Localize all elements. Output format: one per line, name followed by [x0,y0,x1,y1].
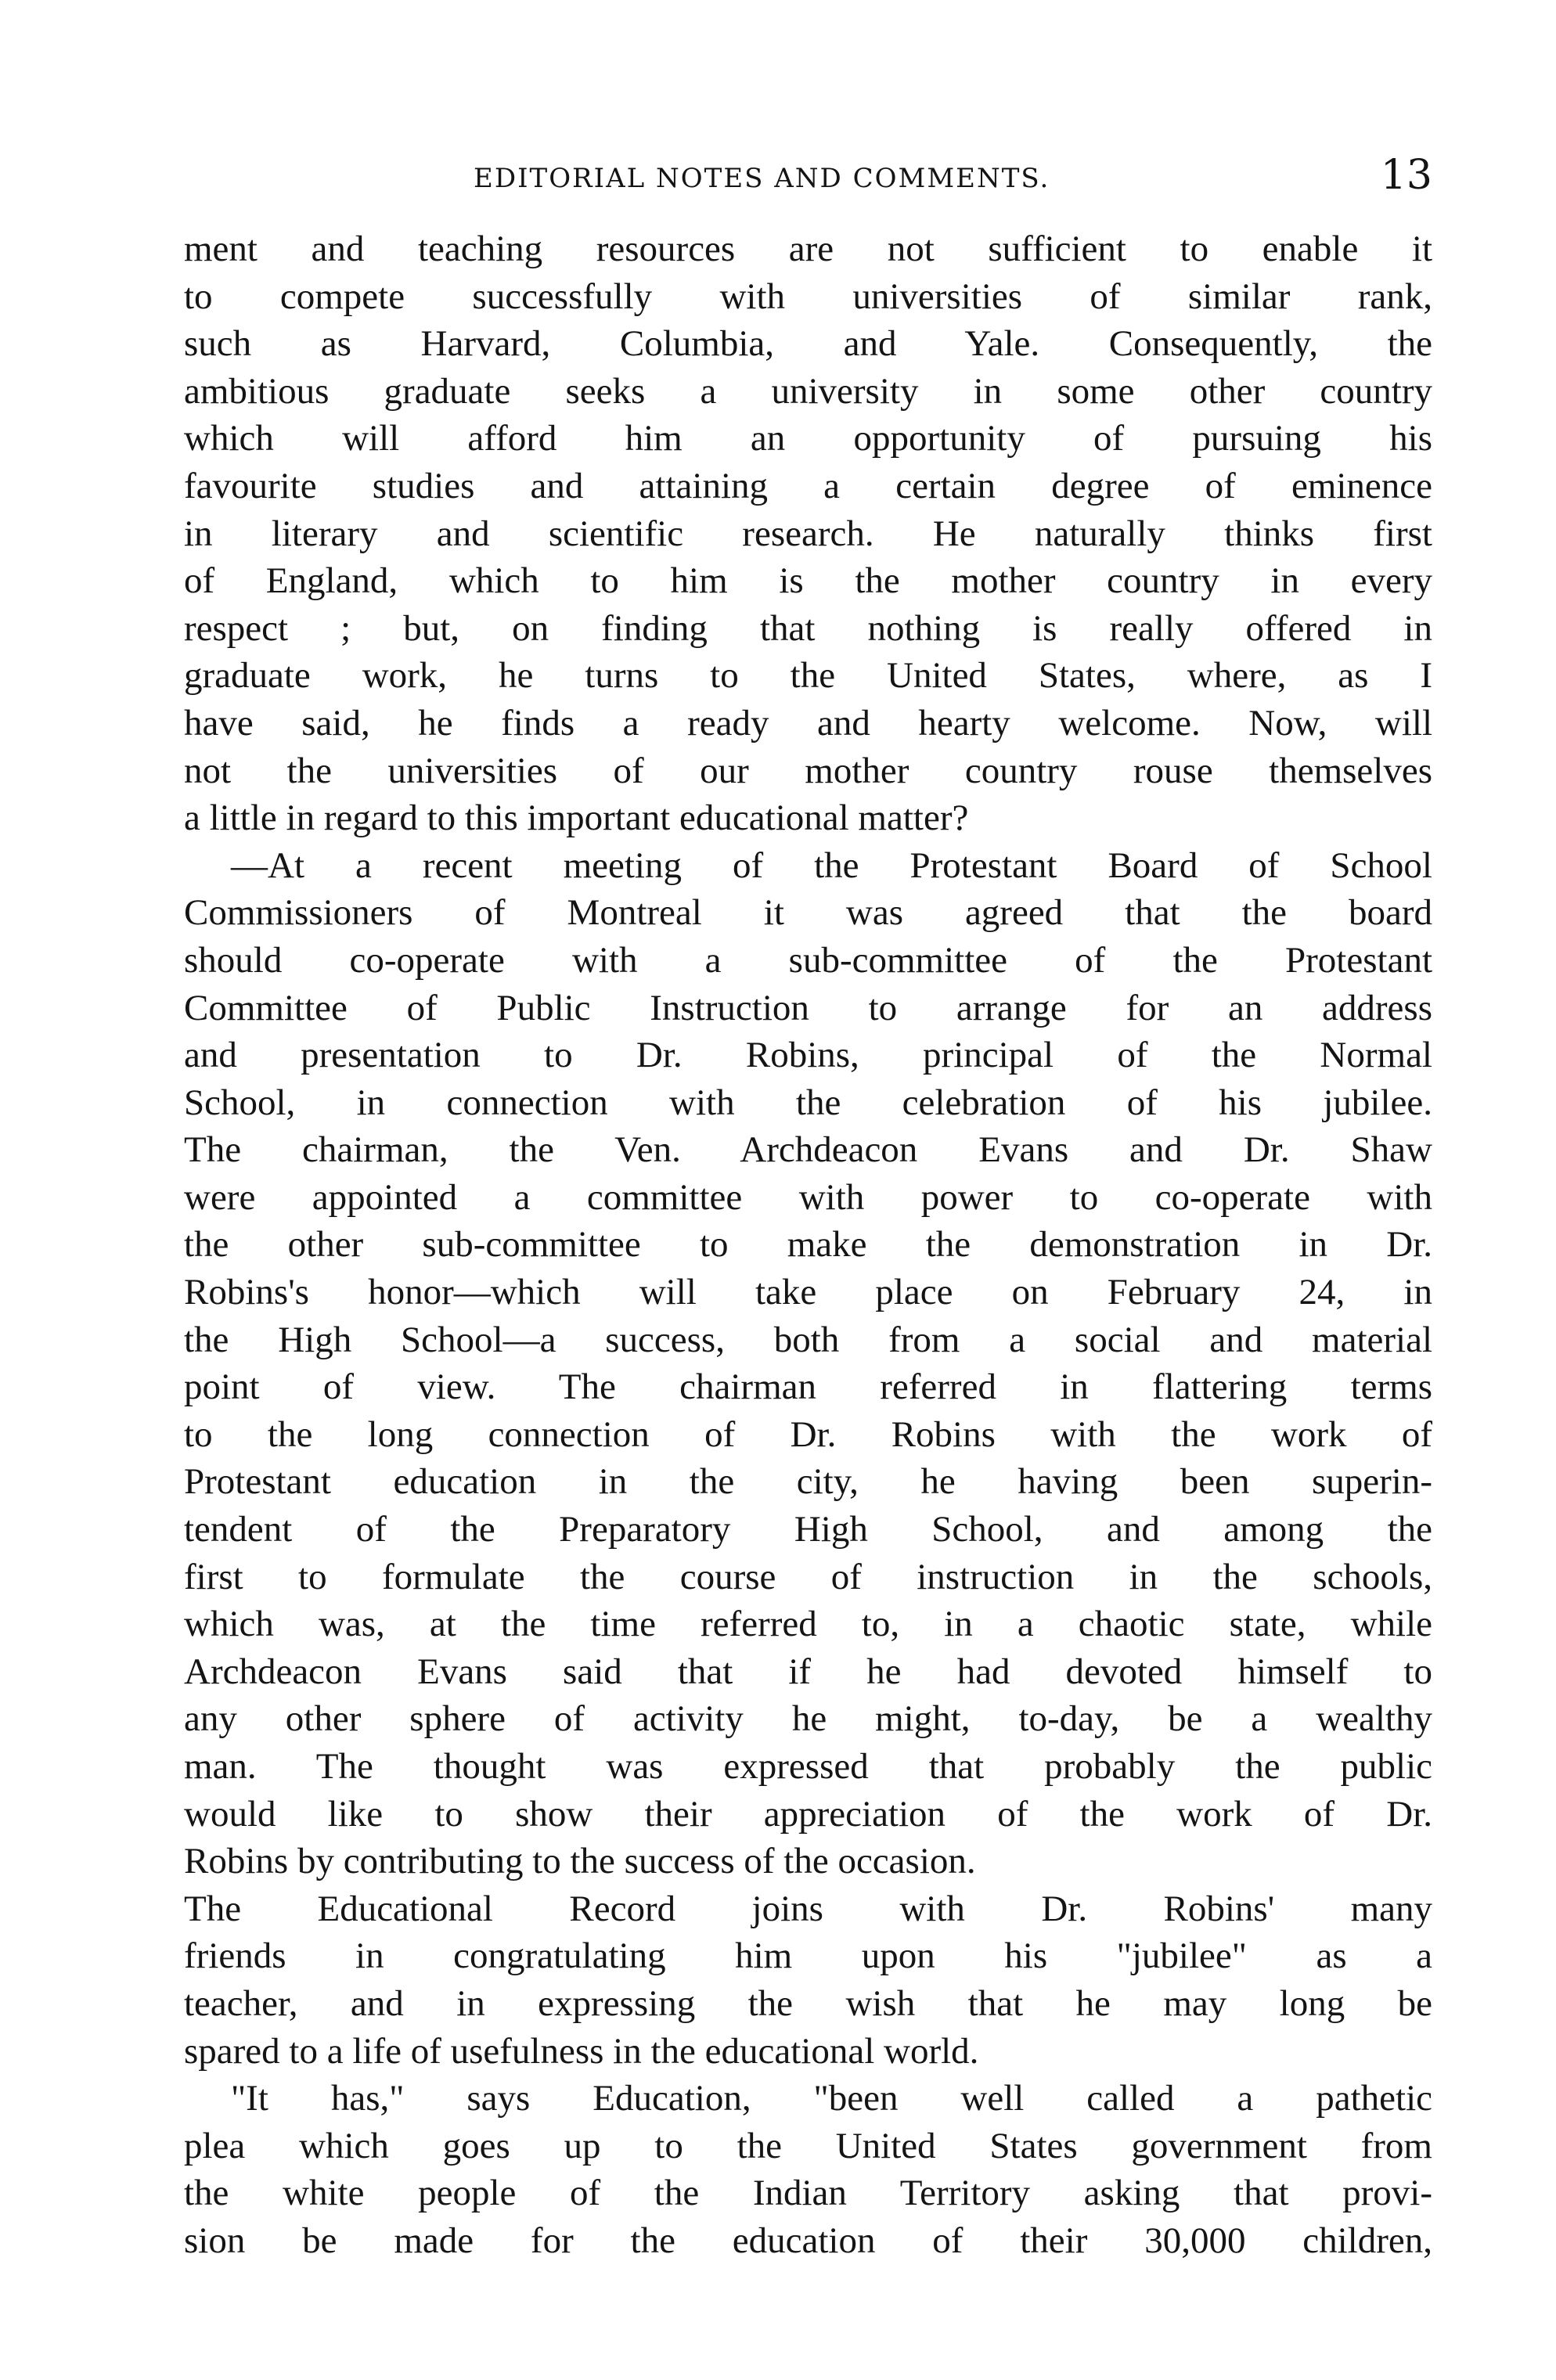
text-line: man. The thought was expressed that probably the public [184,1746,1432,1787]
text-line: should co-operate with a sub-committee of the Protestant [184,939,1432,981]
running-title: EDITORIAL NOTES AND COMMENTS. [474,163,1050,194]
text-line: such as Harvard, Columbia, and Yale. Consequently, the [184,323,1432,365]
text-line: a little in regard to this important educational matter? [184,798,969,839]
text-line: of England, which to him is the mother country in every [184,560,1432,602]
text-line: and presentation to Dr. Robins, principal of the Normal [184,1035,1432,1076]
page-number: 13 [1380,152,1432,199]
page-header [184,152,1432,202]
text-line: to the long connection of Dr. Robins with the work of [184,1413,1432,1455]
text-line: were appointed a committee with power to co-operate with [184,1176,1432,1218]
text-line: Robins's honor—which will take place on February 24, in [184,1272,1432,1313]
text-line: tendent of the Preparatory High School, and among the [184,1509,1432,1550]
text-line: Archdeacon Evans said that if he had devoted himself to [184,1651,1432,1692]
text-line: the High School—a success, both from a social and material [184,1319,1432,1360]
text-line: ment and teaching resources are not sufficient to enable it [184,229,1432,269]
text-line: sion be made for the education of their 30,000 children, [184,2220,1432,2261]
text-line: spared to a life of usefulness in the educational world. [184,2030,979,2072]
text-line: "It has," says Education, "been well called a pathetic [231,2078,1432,2119]
text-line: not the universities of our mother country rouse themselves [184,750,1432,791]
text-line: would like to show their appreciation of the work of Dr. [184,1793,1432,1835]
text-line: favourite studies and attaining a certain degree of eminence [184,465,1432,506]
text-line: the white people of the Indian Territory asking that provi- [184,2173,1432,2214]
text-line: ambitious graduate seeks a university in some other country [184,370,1432,412]
text-line: to compete successfully with universities of similar rank, [184,275,1432,317]
text-column [184,225,1432,2265]
text-line: Robins by contributing to the success of the occasion. [184,1841,976,1882]
text-line: plea which goes up to the United States government from [184,2125,1432,2166]
text-line: School, in connection with the celebration of his jubilee. [184,1082,1432,1123]
text-line: have said, he finds a ready and hearty welcome. Now, will [184,702,1432,744]
text-line: friends in congratulating him upon his "jubilee" as a [184,1935,1432,1977]
text-line: in literary and scientific research. He naturally thinks first [184,513,1432,554]
text-line: Commissioners of Montreal it was agreed that the board [184,892,1432,934]
text-line: any other sphere of activity he might, to-day, be a wealthy [184,1698,1432,1740]
text-line: respect ; but, on finding that nothing is really offered in [184,607,1432,649]
text-line: teacher, and in expressing the wish that he may long be [184,1982,1432,2024]
text-line: The Educational Record joins with Dr. Robins' many [184,1888,1432,1929]
text-line: point of view. The chairman referred in flattering terms [184,1366,1432,1408]
text-line: first to formulate the course of instruction in the schools, [184,1556,1432,1597]
text-line: which was, at the time referred to, in a chaotic state, while [184,1604,1432,1645]
text-line: the other sub-committee to make the demonstration in Dr. [184,1224,1432,1266]
text-line: —At a recent meeting of the Protestant Board of School [231,844,1432,886]
text-line: Committee of Public Instruction to arrange for an address [184,987,1432,1028]
text-line: The chairman, the Ven. Archdeacon Evans and Dr. Shaw [184,1129,1432,1171]
text-line: Protestant education in the city, he having been superin- [184,1461,1432,1503]
text-line: which will afford him an opportunity of pursuing his [184,418,1432,459]
text-line: graduate work, he turns to the United States, where, as I [184,655,1432,697]
